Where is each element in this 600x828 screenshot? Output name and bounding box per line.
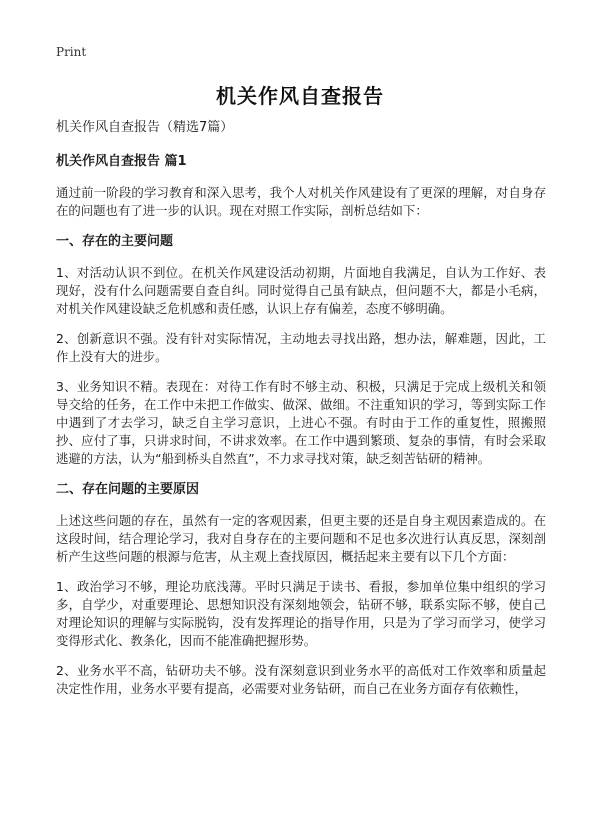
section-2-item-2: 2、业务水平不高，钻研功夫不够。没有深刻意识到业务水平的高低对工作效率和质量起决定性作用，业务水平要有提高，必需要对业务钻研，而自己在业务方面存有依赖性， [56, 663, 546, 696]
document-title: 机关作风自查报告 [216, 84, 384, 108]
document-body [56, 118, 546, 710]
article-heading: 机关作风自查报告 篇1 [56, 154, 187, 169]
section-2-item-1: 1、政治学习不够，理论功底浅薄。平时只满足于读书、看报，参加单位集中组织的学习多，自学少，对重要理论、思想知识没有深刻地领会，钻研不够，联系实际不够，使自己对理论知识的理解与实际脱钩，没有发挥理论的指导作用，只是为了学习而学习，使学习变得形式化、教条化，因而不能准确把握形势。 [56, 579, 546, 648]
section-1-item-3: 3、业务知识不精。表现在：对待工作有时不够主动、积极，只满足于完成上级机关和领导交给的任务，在工作中未把工作做实、做深、做细。不注重知识的学习，等到实际工作中遇到了才去学习，缺乏自主学习意识，上进心不强。有时由于工作的重复性，照搬照抄、应付了事，只讲求时间，不讲求效率。在工作中遇到繁琐、复杂的事情，有时会采取逃避的方法，认为“船到桥头自然直”，不力求寻找对策，缺乏刻苦钻研的精神。 [56, 379, 546, 466]
section-1-item-1: 1、对活动认识不到位。在机关作风建设活动初期，片面地自我满足，自认为工作好、表现好，没有什么问题需要自查自纠。同时觉得自己虽有缺点，但问题不大，都是小毛病，对机关作风建设缺乏危机感和责任感，认识上存有偏差，态度不够明确。 [56, 265, 546, 316]
section-2-intro: 上述这些问题的存在，虽然有一定的客观因素，但更主要的还是自身主观因素造成的。在这段时间，结合理论学习，我对自身存在的主要问题和不足也多次进行认真反思，深刻剖析产生这些问题的根源与危害，从主观上查找原因，概括起来主要有以下几个方面： [56, 513, 546, 564]
section-2-heading: 二、存在问题的主要原因 [56, 482, 200, 497]
intro-paragraph: 通过前一阶段的学习教育和深入思考，我个人对机关作风建设有了更深的理解，对自身存在的问题也有了进一步的认识。现在对照工作实际，剖析总结如下： [56, 185, 546, 218]
print-label: Print [56, 45, 87, 59]
document-subtitle: 机关作风自查报告（精选7篇） [56, 120, 234, 135]
section-1-heading: 一、存在的主要问题 [56, 234, 174, 249]
section-1-item-2: 2、创新意识不强。没有针对实际情况，主动地去寻找出路，想办法，解难题，因此，工作上没有大的进步。 [56, 331, 546, 364]
